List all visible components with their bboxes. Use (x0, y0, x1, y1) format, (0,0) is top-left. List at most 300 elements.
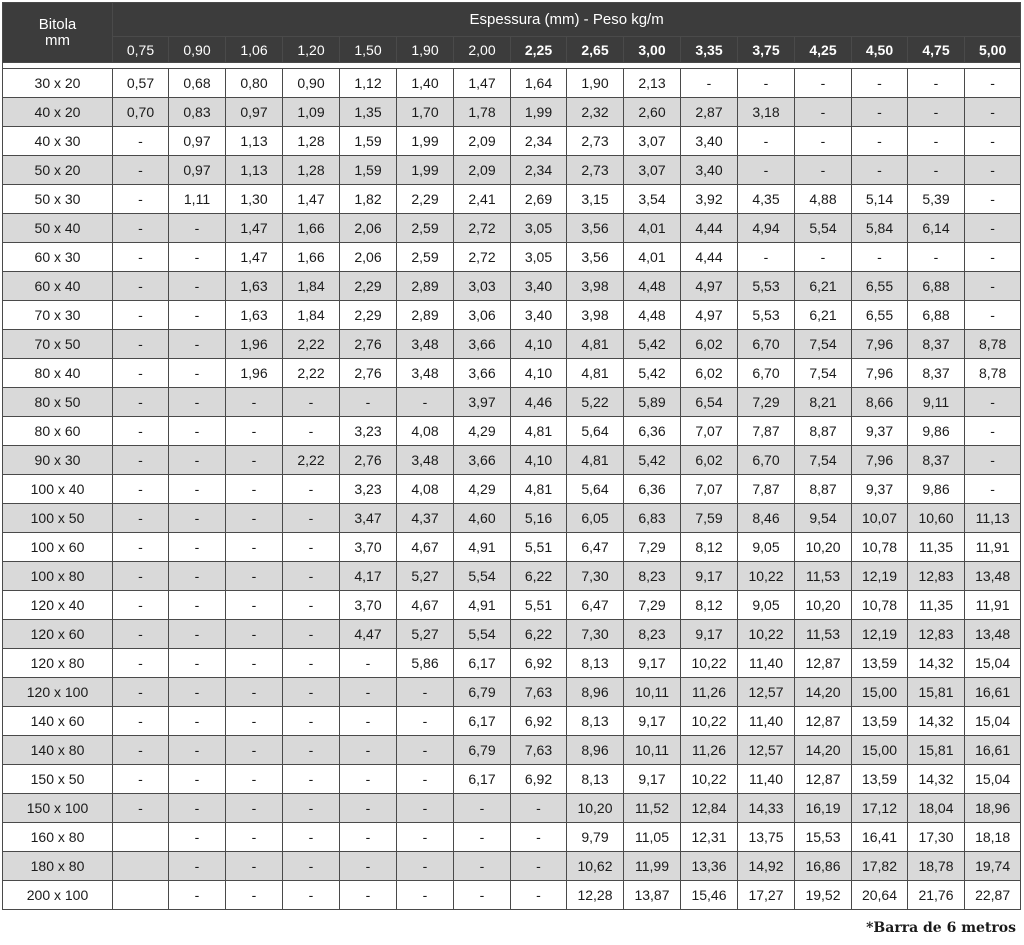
weight-cell: 3,56 (567, 243, 624, 272)
weight-cell: 12,28 (567, 881, 624, 910)
weight-cell: 12,87 (795, 649, 852, 678)
weight-cell: 4,10 (511, 359, 567, 388)
weight-cell: 12,87 (795, 707, 852, 736)
weight-cell: 3,66 (454, 359, 511, 388)
table-row (3, 69, 1021, 98)
weight-cell: 3,18 (738, 98, 795, 127)
weight-cell: 11,35 (908, 533, 965, 562)
weight-cell: 2,09 (454, 156, 511, 185)
weight-cell: 5,54 (795, 214, 852, 243)
gauge-unit: mm (45, 31, 70, 49)
weight-cell: 1,78 (454, 98, 511, 127)
weight-cell: 12,31 (681, 823, 738, 852)
weight-cell: 2,76 (340, 330, 397, 359)
weight-cell: 14,20 (795, 736, 852, 765)
weight-cell: - (169, 707, 226, 736)
weight-cell: 12,83 (908, 620, 965, 649)
weight-cell: - (965, 69, 1021, 98)
weight-cell: 4,08 (397, 475, 454, 504)
weight-cell: - (681, 69, 738, 98)
table-row (3, 127, 1021, 156)
weight-cell: - (908, 156, 965, 185)
weight-cell: 17,27 (738, 881, 795, 910)
weight-cell: - (340, 823, 397, 852)
weight-cell: - (113, 504, 169, 533)
table-row (3, 533, 1021, 562)
weight-cell: 1,90 (567, 69, 624, 98)
weight-cell: - (226, 620, 283, 649)
weight-cell: 9,11 (908, 388, 965, 417)
weight-cell: - (965, 388, 1021, 417)
weight-cell: - (113, 562, 169, 591)
weight-cell: 10,11 (624, 678, 681, 707)
weight-cell: - (169, 736, 226, 765)
weight-cell: 6,83 (624, 504, 681, 533)
weight-cell: 1,82 (340, 185, 397, 214)
weight-cell: 11,99 (624, 852, 681, 881)
weight-cell: 6,02 (681, 359, 738, 388)
weight-cell: 15,04 (965, 707, 1021, 736)
weight-cell: 9,05 (738, 591, 795, 620)
weight-cell: 6,54 (681, 388, 738, 417)
weight-cell: 8,37 (908, 359, 965, 388)
weight-cell: - (965, 446, 1021, 475)
weight-cell: - (340, 736, 397, 765)
table-row (3, 765, 1021, 794)
weight-cell: 6,70 (738, 446, 795, 475)
weight-cell: 2,29 (397, 185, 454, 214)
weight-cell: - (283, 765, 340, 794)
weight-cell: 4,81 (567, 446, 624, 475)
weight-cell: - (226, 765, 283, 794)
weight-cell: 8,12 (681, 533, 738, 562)
weight-cell: - (397, 388, 454, 417)
weight-cell: 1,30 (226, 185, 283, 214)
weight-cell: - (965, 243, 1021, 272)
weight-cell: 5,53 (738, 272, 795, 301)
weight-cell: 14,92 (738, 852, 795, 881)
weight-cell: - (965, 127, 1021, 156)
weight-cell: 8,37 (908, 330, 965, 359)
weight-cell: 8,23 (624, 620, 681, 649)
weight-cell (113, 881, 169, 910)
weight-cell: 1,28 (283, 127, 340, 156)
weight-cell: 6,21 (795, 301, 852, 330)
weight-cell: - (852, 243, 908, 272)
weight-cell: 12,57 (738, 736, 795, 765)
weight-cell: 6,14 (908, 214, 965, 243)
weight-cell: - (113, 707, 169, 736)
weight-cell: 5,54 (454, 620, 511, 649)
weight-cell: 7,87 (738, 475, 795, 504)
weight-cell: 11,13 (965, 504, 1021, 533)
weight-cell: 8,96 (567, 736, 624, 765)
weight-cell: 15,00 (852, 678, 908, 707)
weight-cell: 6,70 (738, 330, 795, 359)
weight-cell: 4,44 (681, 214, 738, 243)
weight-cell: 5,86 (397, 649, 454, 678)
weight-cell: - (852, 69, 908, 98)
weight-cell: 11,26 (681, 736, 738, 765)
weight-cell: - (397, 823, 454, 852)
weight-cell: 5,51 (511, 533, 567, 562)
weight-cell: 17,30 (908, 823, 965, 852)
thickness-header-cell: 2,65 (567, 37, 624, 63)
weight-cell: 7,30 (567, 562, 624, 591)
table-row (3, 562, 1021, 591)
weight-cell: 3,05 (511, 243, 567, 272)
weight-cell: - (113, 243, 169, 272)
weight-cell: 6,02 (681, 330, 738, 359)
gauge-cell: 120 x 60 (3, 620, 113, 649)
weight-cell: - (226, 562, 283, 591)
weight-cell: 6,21 (795, 272, 852, 301)
weight-cell: 18,78 (908, 852, 965, 881)
gauge-title: Bitola (38, 15, 77, 33)
weight-cell: - (113, 794, 169, 823)
weight-cell: 2,32 (567, 98, 624, 127)
weight-cell: 13,48 (965, 562, 1021, 591)
weight-cell: 10,22 (681, 649, 738, 678)
table-row (3, 388, 1021, 417)
weight-cell: 1,59 (340, 127, 397, 156)
weight-cell: 7,30 (567, 620, 624, 649)
weight-cell: 0,80 (226, 69, 283, 98)
weight-cell: 5,27 (397, 562, 454, 591)
gauge-cell: 120 x 40 (3, 591, 113, 620)
weight-cell: - (113, 214, 169, 243)
weight-cell: 13,59 (852, 649, 908, 678)
weight-cell: 6,47 (567, 591, 624, 620)
weight-cell: - (169, 881, 226, 910)
weight-cell: 7,87 (738, 417, 795, 446)
weight-cell: - (226, 417, 283, 446)
weight-cell: 2,72 (454, 243, 511, 272)
weight-cell: 8,87 (795, 475, 852, 504)
weight-cell: - (454, 823, 511, 852)
weight-cell: 4,29 (454, 417, 511, 446)
weight-cell: 9,37 (852, 417, 908, 446)
thickness-header-cell: 2,00 (454, 37, 511, 63)
weight-cell: 15,81 (908, 678, 965, 707)
weight-cell: 1,64 (511, 69, 567, 98)
weight-cell: 6,17 (454, 707, 511, 736)
weight-cell: 2,06 (340, 214, 397, 243)
weight-cell: 3,06 (454, 301, 511, 330)
weight-cell: 3,48 (397, 446, 454, 475)
weight-cell: 1,96 (226, 330, 283, 359)
weight-cell: 8,12 (681, 591, 738, 620)
gauge-cell: 100 x 80 (3, 562, 113, 591)
weight-cell: 6,36 (624, 417, 681, 446)
weight-cell: 4,44 (681, 243, 738, 272)
weight-cell: - (795, 69, 852, 98)
table-row (3, 98, 1021, 127)
weight-cell: 1,96 (226, 359, 283, 388)
thickness-header-row (3, 37, 1021, 63)
gauge-cell: 60 x 30 (3, 243, 113, 272)
weight-cell: - (738, 243, 795, 272)
weight-cell: - (965, 185, 1021, 214)
weight-cell: 1,09 (283, 98, 340, 127)
thickness-header-cell: 0,75 (113, 37, 169, 63)
weight-cell: 10,22 (681, 707, 738, 736)
weight-cell: - (169, 765, 226, 794)
weight-cell: 17,12 (852, 794, 908, 823)
weight-cell: - (169, 214, 226, 243)
weight-cell: 18,04 (908, 794, 965, 823)
weight-cell: 3,66 (454, 446, 511, 475)
weight-cell: - (454, 881, 511, 910)
weight-cell: - (283, 736, 340, 765)
weight-cell: 3,70 (340, 533, 397, 562)
weight-cell: - (795, 98, 852, 127)
weight-cell: 7,07 (681, 417, 738, 446)
weight-cell: 9,17 (624, 649, 681, 678)
gauge-cell: 90 x 30 (3, 446, 113, 475)
weight-cell: 3,48 (397, 359, 454, 388)
table-row (3, 243, 1021, 272)
weight-cell: 13,48 (965, 620, 1021, 649)
weight-cell: 7,96 (852, 359, 908, 388)
weight-cell: - (226, 823, 283, 852)
weight-cell: 1,99 (397, 156, 454, 185)
weight-cell: - (226, 707, 283, 736)
weight-cell (113, 852, 169, 881)
weight-cell: 15,04 (965, 649, 1021, 678)
weight-cell: - (113, 533, 169, 562)
weight-cell: 4,47 (340, 620, 397, 649)
weight-cell: 5,42 (624, 330, 681, 359)
weight-cell: - (169, 417, 226, 446)
weight-cell: 18,18 (965, 823, 1021, 852)
thickness-header-cell: 3,75 (738, 37, 795, 63)
weight-cell: 2,59 (397, 214, 454, 243)
weight-cell: - (397, 765, 454, 794)
table-row (3, 185, 1021, 214)
weight-cell: - (113, 765, 169, 794)
weight-cell: - (113, 475, 169, 504)
weight-cell: 6,22 (511, 620, 567, 649)
weight-cell: - (113, 156, 169, 185)
thickness-header-cell: 1,20 (283, 37, 340, 63)
weight-cell: 8,46 (738, 504, 795, 533)
weight-cell: - (113, 649, 169, 678)
weight-cell: - (283, 707, 340, 736)
weight-cell: 8,37 (908, 446, 965, 475)
weight-cell: 4,97 (681, 301, 738, 330)
weight-cell: 9,79 (567, 823, 624, 852)
weight-cell: 11,40 (738, 765, 795, 794)
weight-cell: 10,22 (738, 562, 795, 591)
thickness-header-cell: 1,06 (226, 37, 283, 63)
table-row (3, 359, 1021, 388)
weight-cell: 9,17 (624, 765, 681, 794)
weight-cell: 12,19 (852, 562, 908, 591)
weight-cell: 0,97 (169, 156, 226, 185)
weight-cell: 4,48 (624, 301, 681, 330)
weight-cell: - (226, 794, 283, 823)
weight-cell: - (965, 214, 1021, 243)
weight-cell: - (908, 127, 965, 156)
weight-cell: - (226, 649, 283, 678)
weight-cell: - (169, 388, 226, 417)
weight-cell: 9,37 (852, 475, 908, 504)
weight-cell: 17,82 (852, 852, 908, 881)
weight-cell: 0,68 (169, 69, 226, 98)
weight-cell: - (965, 156, 1021, 185)
weight-cell: - (454, 852, 511, 881)
weight-cell: - (226, 736, 283, 765)
weight-cell: - (852, 156, 908, 185)
gauge-cell: 40 x 20 (3, 98, 113, 127)
weight-cell: 2,06 (340, 243, 397, 272)
weight-cell: 15,00 (852, 736, 908, 765)
weight-cell: - (283, 417, 340, 446)
weight-cell: 3,03 (454, 272, 511, 301)
weight-cell: - (397, 736, 454, 765)
weight-cell: - (908, 69, 965, 98)
weight-cell: - (511, 852, 567, 881)
weight-cell: - (169, 272, 226, 301)
weight-cell: 2,69 (511, 185, 567, 214)
weight-cell: 5,39 (908, 185, 965, 214)
weight-cell: 7,54 (795, 446, 852, 475)
weight-cell: 13,87 (624, 881, 681, 910)
weight-cell: 3,47 (340, 504, 397, 533)
weight-cell: - (169, 301, 226, 330)
weight-cell: 12,57 (738, 678, 795, 707)
weight-cell: 6,92 (511, 649, 567, 678)
weight-cell: 11,53 (795, 562, 852, 591)
weight-cell: 5,14 (852, 185, 908, 214)
gauge-cell: 200 x 100 (3, 881, 113, 910)
weight-cell: 2,22 (283, 446, 340, 475)
weight-cell: 1,59 (340, 156, 397, 185)
weight-cell: 7,63 (511, 736, 567, 765)
weight-cell: 1,84 (283, 301, 340, 330)
weight-cell: - (397, 852, 454, 881)
weight-cell: - (226, 678, 283, 707)
gauge-cell: 140 x 80 (3, 736, 113, 765)
weight-cell: 3,07 (624, 127, 681, 156)
weight-cell: 4,01 (624, 243, 681, 272)
weight-cell: 14,32 (908, 649, 965, 678)
weight-cell: - (169, 533, 226, 562)
weight-cell: 5,16 (511, 504, 567, 533)
weight-cell: 5,42 (624, 359, 681, 388)
weight-cell: 18,96 (965, 794, 1021, 823)
weight-cell: 4,01 (624, 214, 681, 243)
weight-cell: 6,88 (908, 272, 965, 301)
weight-cell: - (283, 823, 340, 852)
weight-cell: 15,53 (795, 823, 852, 852)
weight-cell: - (169, 446, 226, 475)
weight-cell: 1,84 (283, 272, 340, 301)
table-row (3, 707, 1021, 736)
weight-cell: 2,76 (340, 446, 397, 475)
weight-cell: 1,12 (340, 69, 397, 98)
table-row (3, 301, 1021, 330)
weight-cell: 12,84 (681, 794, 738, 823)
weight-cell: 1,99 (397, 127, 454, 156)
weight-cell: - (113, 736, 169, 765)
weight-cell: 21,76 (908, 881, 965, 910)
weight-cell: 10,07 (852, 504, 908, 533)
weight-cell: 6,55 (852, 272, 908, 301)
gauge-cell: 80 x 60 (3, 417, 113, 446)
weight-cell: 12,19 (852, 620, 908, 649)
weight-cell: 9,54 (795, 504, 852, 533)
weight-cell: - (283, 388, 340, 417)
weight-cell: 4,48 (624, 272, 681, 301)
weight-cell: 1,40 (397, 69, 454, 98)
thickness-header-cell: 2,25 (511, 37, 567, 63)
table-row (3, 823, 1021, 852)
weight-cell: - (454, 794, 511, 823)
weight-cell: - (169, 504, 226, 533)
weight-cell: - (113, 446, 169, 475)
weight-cell: 13,75 (738, 823, 795, 852)
thickness-header-cell: 4,25 (795, 37, 852, 63)
weight-cell: 10,20 (567, 794, 624, 823)
weight-cell: 9,17 (624, 707, 681, 736)
weight-cell: 4,91 (454, 533, 511, 562)
weight-cell: 12,83 (908, 562, 965, 591)
weight-cell: 19,74 (965, 852, 1021, 881)
weight-cell: - (113, 417, 169, 446)
weight-cell: 4,91 (454, 591, 511, 620)
weight-cell: 7,29 (738, 388, 795, 417)
weight-cell: 8,21 (795, 388, 852, 417)
table-row (3, 272, 1021, 301)
weight-cell: 5,51 (511, 591, 567, 620)
weight-cell: 6,88 (908, 301, 965, 330)
weight-cell: - (283, 852, 340, 881)
weight-cell: 3,98 (567, 301, 624, 330)
weight-cell: - (965, 475, 1021, 504)
weight-cell: - (397, 707, 454, 736)
weight-cell: - (226, 852, 283, 881)
weight-cell: 11,91 (965, 533, 1021, 562)
weight-cell: 1,63 (226, 301, 283, 330)
weight-cell: - (169, 330, 226, 359)
weight-cell: 6,22 (511, 562, 567, 591)
weight-cell: 3,15 (567, 185, 624, 214)
weight-cell: 8,13 (567, 707, 624, 736)
weight-cell: 13,36 (681, 852, 738, 881)
weight-cell: 3,48 (397, 330, 454, 359)
weight-cell: - (738, 127, 795, 156)
weight-cell: - (226, 388, 283, 417)
weight-cell: 16,61 (965, 678, 1021, 707)
table-row (3, 446, 1021, 475)
table-row (3, 214, 1021, 243)
weight-cell: 3,56 (567, 214, 624, 243)
weight-cell: 2,41 (454, 185, 511, 214)
thickness-header-cell: 4,75 (908, 37, 965, 63)
weight-cell: 2,72 (454, 214, 511, 243)
weight-cell: 22,87 (965, 881, 1021, 910)
weight-cell: 4,10 (511, 330, 567, 359)
weight-cell: 4,37 (397, 504, 454, 533)
weight-cell: - (511, 881, 567, 910)
weight-cell: 11,05 (624, 823, 681, 852)
weight-cell: 14,32 (908, 765, 965, 794)
weight-cell: 5,89 (624, 388, 681, 417)
weight-cell: - (113, 620, 169, 649)
gauge-cell: 80 x 50 (3, 388, 113, 417)
